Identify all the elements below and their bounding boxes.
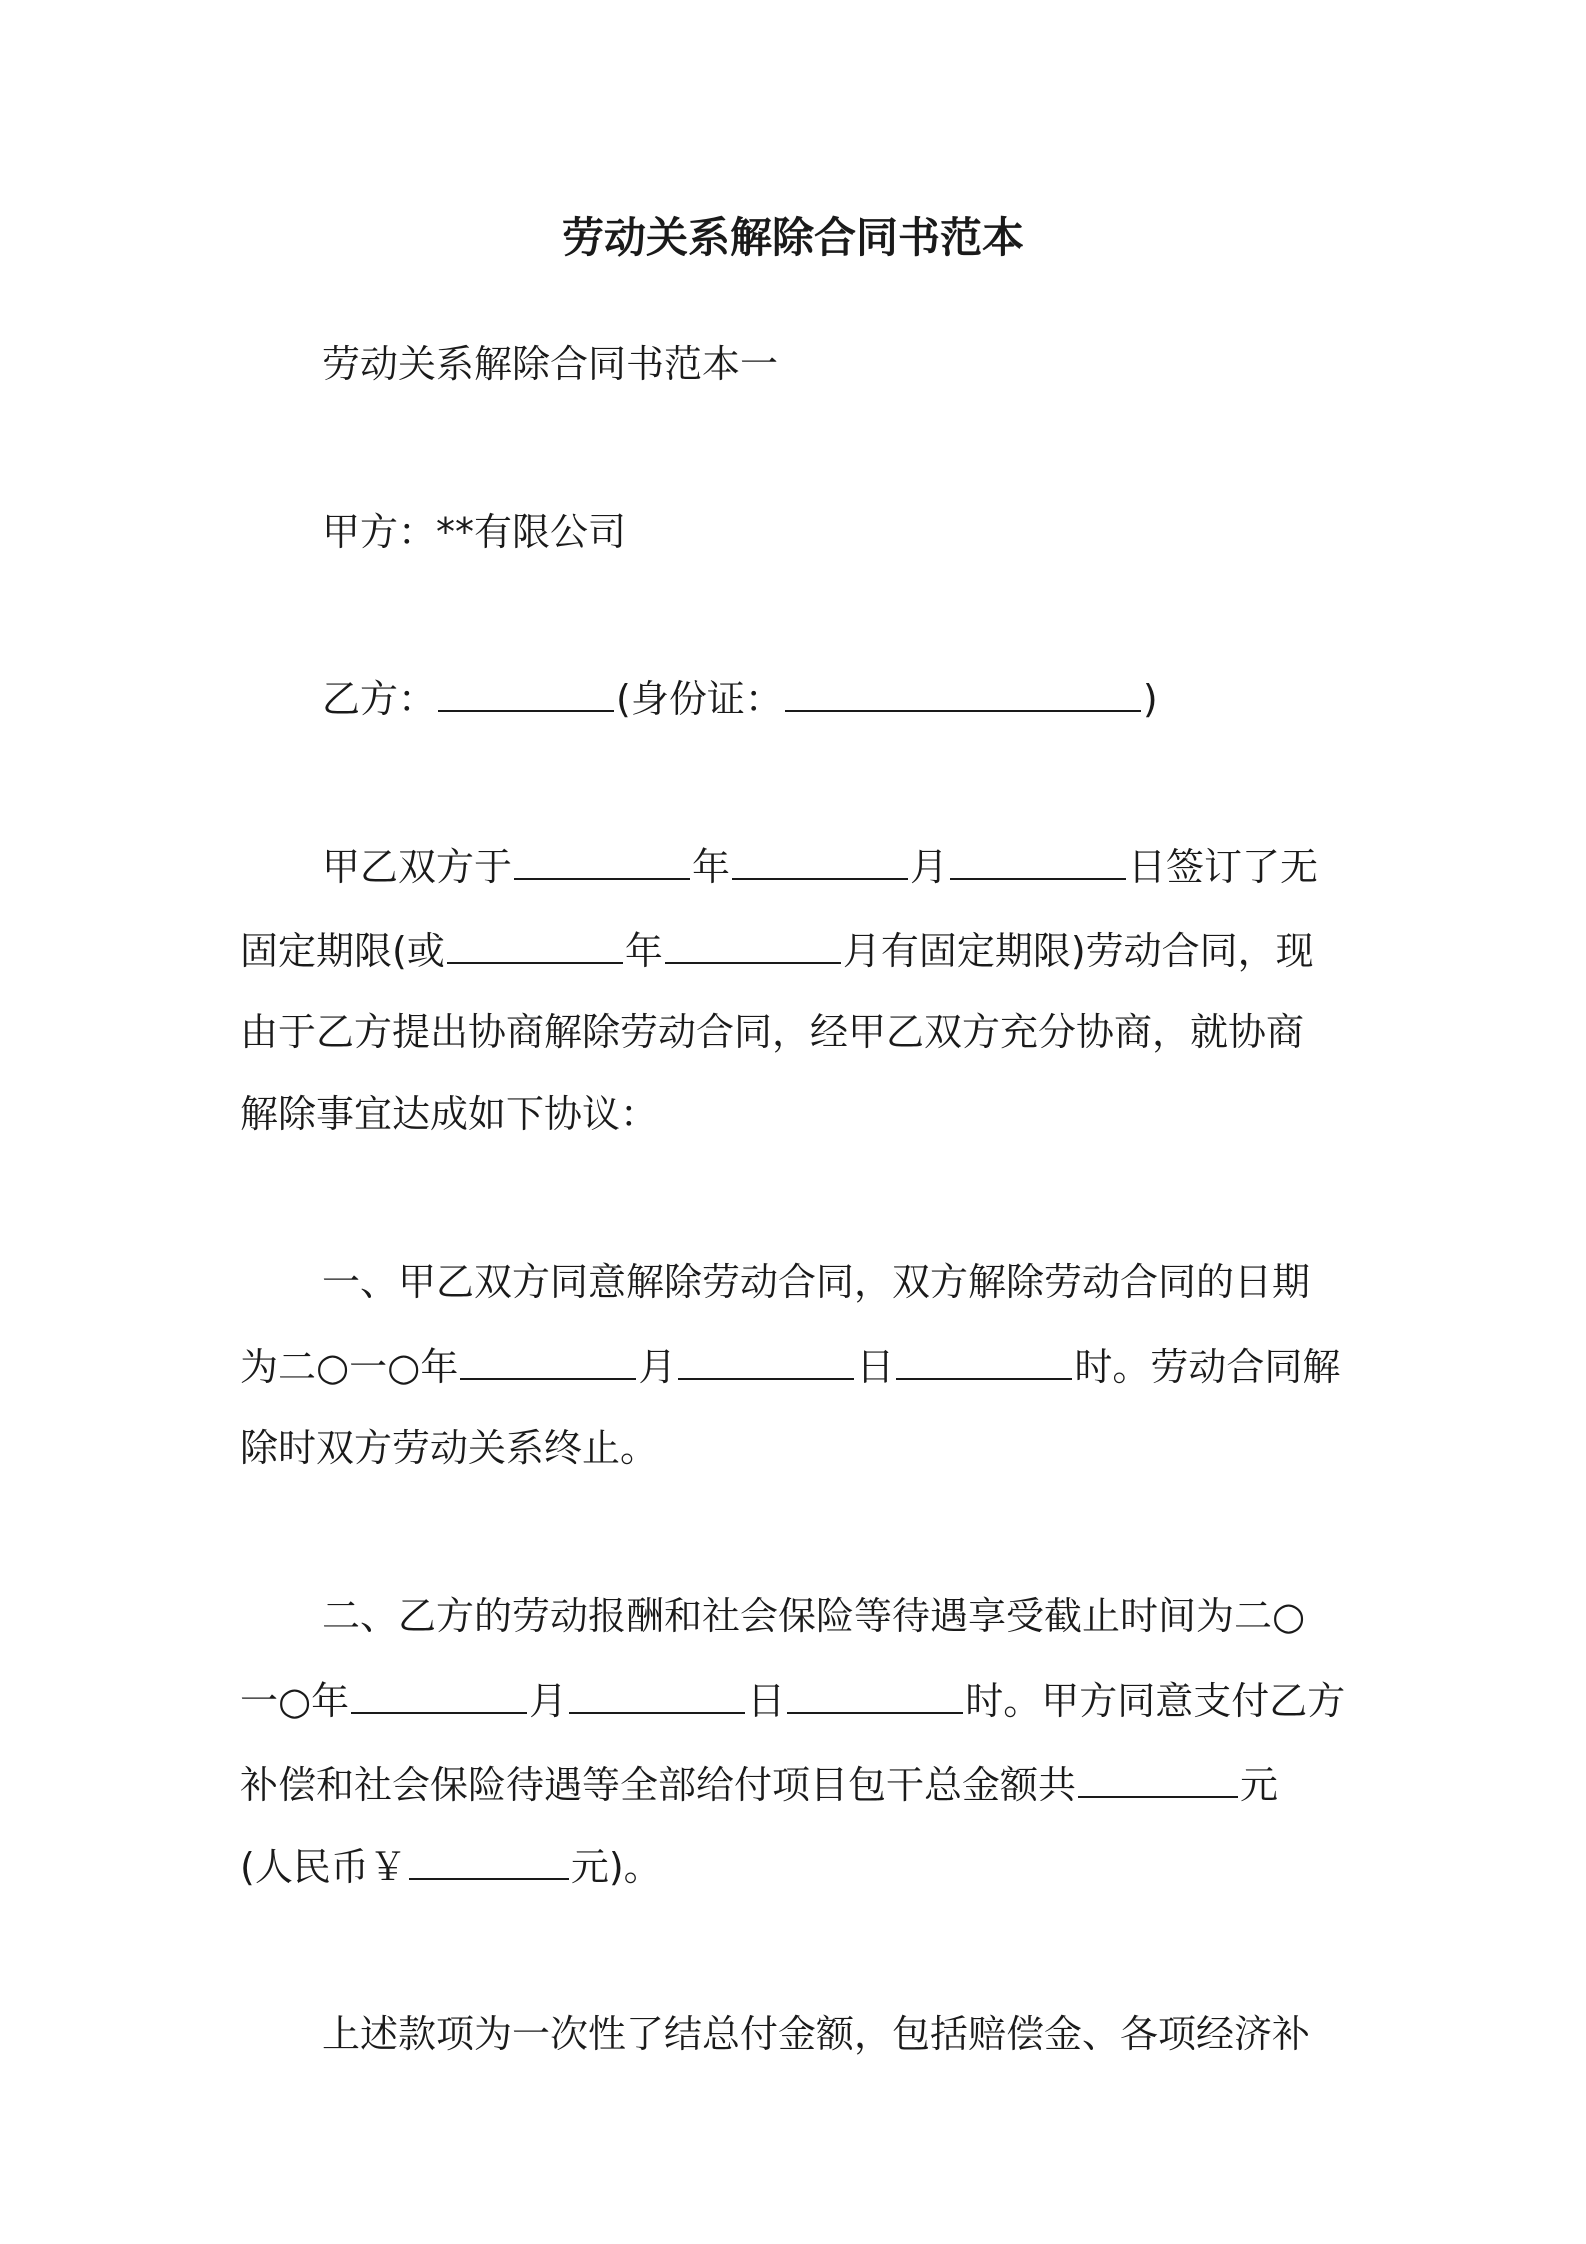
clause2-line-2 [240,1674,1360,1727]
clause3-line-1: 上述款项为一次性了结总付金额，包括赔偿金、各项经济补 [322,2012,1311,2056]
clause2-text: 元)。 [570,1845,662,1889]
clause2-text: 元 [1240,1763,1279,1807]
clause1-text: 为二○一○年 [240,1345,459,1389]
party-b-id-label: (身份证： [616,677,783,721]
party-b-label: 乙方： [322,677,437,721]
clause1-line-2 [240,1340,1360,1393]
intro-text: 日签订了无 [1128,845,1319,889]
clause1-line-1: 一、甲乙双方同意解除劳动合同，双方解除劳动合同的日期 [322,1260,1311,1304]
party-b-name-blank[interactable] [438,672,614,712]
intro-text: 月 [910,845,949,889]
signing-month-blank[interactable] [732,840,908,880]
party-b-id-blank[interactable] [785,672,1141,712]
clause2-text: (人民币￥ [240,1845,407,1889]
intro-text: 甲乙双方于 [322,845,513,889]
intro-line-4: 解除事宜达成如下协议： [240,1092,659,1136]
clause2-text: 日 [747,1679,786,1723]
document-title: 劳动关系解除合同书范本 [561,213,1024,262]
clause1-text: 时。劳动合同解 [1074,1345,1341,1389]
clause2-line-4 [240,1840,1360,1893]
party-b-line [322,672,1442,725]
clause1-line-3: 除时双方劳动关系终止。 [240,1426,659,1470]
termination-hour-blank[interactable] [896,1340,1072,1380]
intro-line-1 [322,840,1442,893]
rmb-amount-blank[interactable] [409,1840,569,1880]
intro-line-3: 由于乙方提出协商解除劳动合同，经甲乙双方充分协商，就协商 [240,1010,1305,1054]
intro-text: 固定期限(或 [240,929,445,973]
clause2-text: 时。甲方同意支付乙方 [965,1679,1346,1723]
signing-day-blank[interactable] [950,840,1126,880]
clause2-text: 一○年 [240,1679,350,1723]
termination-day-blank[interactable] [678,1340,854,1380]
termination-month-blank[interactable] [460,1340,636,1380]
fixed-term-year-blank[interactable] [447,924,623,964]
document-subtitle: 劳动关系解除合同书范本一 [322,342,779,386]
benefit-month-blank[interactable] [351,1674,527,1714]
intro-text: 月有固定期限)劳动合同，现 [842,929,1314,973]
party-a-line: 甲方：**有限公司 [322,510,627,554]
intro-line-2 [240,924,1360,977]
intro-text: 年 [692,845,731,889]
clause2-text: 补偿和社会保险待遇等全部给付项目包干总金额共 [240,1763,1077,1807]
clause2-text: 月 [529,1679,568,1723]
intro-text: 年 [624,929,663,973]
total-amount-blank[interactable] [1078,1758,1238,1798]
benefit-hour-blank[interactable] [787,1674,963,1714]
clause1-text: 月 [638,1345,677,1389]
clause2-line-1: 二、乙方的劳动报酬和社会保险等待遇享受截止时间为二○ [322,1594,1306,1638]
party-b-id-close: ) [1142,677,1158,721]
clause2-line-3 [240,1758,1360,1811]
signing-year-blank[interactable] [514,840,690,880]
fixed-term-month-blank[interactable] [665,924,841,964]
clause1-text: 日 [856,1345,895,1389]
benefit-day-blank[interactable] [569,1674,745,1714]
